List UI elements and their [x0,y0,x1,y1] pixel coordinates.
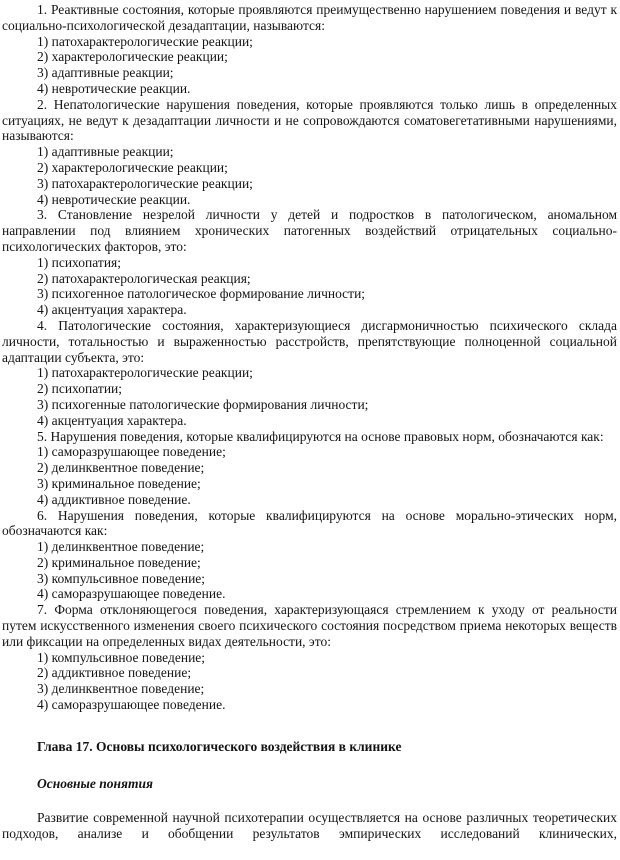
question-stem: 4. Патологические состояния, характеризующиеся дисгармоничностью психического склада личности, тотальностью и выраженностью расстройств, препятствующие полноценной социальной адаптации субъекта, это: [2,317,617,365]
question-stem: 2. Непатологические нарушения поведения, которые проявляются только лишь в определенных ситуациях, не ведут к дезадаптации личности и не сопровождаются соматовегетативными нарушениями, называются: [2,96,617,144]
answer-option: 2) делинквентное поведение; [37,460,205,476]
answer-option: 4) акцентуация характера. [37,412,187,428]
answer-option: 2) характерологические реакции; [37,49,228,65]
question-stem: 3. Становление незрелой личности у детей и подростков в патологическом, аномальном направлении под влиянием хронических патогенных воздействий отрицательных социально-психологических факторов, это: [2,207,617,254]
answer-option: 2) криминальное поведение; [37,554,201,570]
section-heading: Основные понятия [37,775,153,791]
answer-option: 2) аддиктивное поведение; [37,665,192,681]
answer-option: 3) психогенное патологическое формирование личности; [37,286,366,302]
answer-option: 1) компульсивное поведение; [37,649,206,665]
chapter-heading: Глава 17. Основы психологического воздействия в клинике [37,738,402,754]
answer-option: 3) компульсивное поведение; [37,570,206,586]
answer-option: 1) адаптивные реакции; [37,144,174,160]
answer-option: 2) психопатии; [37,381,123,397]
answer-option: 3) адаптивные реакции; [37,65,174,81]
answer-option: 3) психогенные патологические формирования личности; [37,396,369,412]
question-stem: 7. Форма отклоняющегося поведения, характеризующаяся стремлением к уходу от реальности путем искусственного изменения своего психического состояния посредством приема некоторых веществ или фиксации на определенных видах деятельности, это: [2,602,617,649]
answer-option: 4) невротические реакции. [37,191,191,207]
answer-option: 1) патохарактерологические реакции; [37,33,253,49]
question-stem: 1. Реактивные состояния, которые проявляются преимущественно нарушением поведения и ведут к социально-психологической дезадаптации, называются: [2,2,617,33]
quiz-question-list [2,2,617,713]
intro-paragraph: Развитие современной научной психотерапии осуществляется на основе различных теоретических подходов, анализе и обобщении результатов эмпирических исследований клинических, [2,810,617,842]
answer-option: 4) акцентуация характера. [37,302,187,318]
answer-option: 2) патохарактерологическая реакция; [37,270,251,286]
answer-option: 1) патохарактерологические реакции; [37,365,253,381]
answer-option: 4) саморазрушающее поведение. [37,586,226,602]
answer-option: 3) делинквентное поведение; [37,681,205,697]
answer-option: 1) психопатия; [37,254,121,270]
answer-option: 3) криминальное поведение; [37,475,201,491]
answer-option: 4) невротические реакции. [37,80,191,96]
answer-option: 2) характерологические реакции; [37,159,228,175]
answer-option: 4) аддиктивное поведение. [37,491,191,507]
question-stem: 5. Нарушения поведения, которые квалифицируются на основе правовых норм, обозначаются как: [37,428,604,444]
answer-option: 1) саморазрушающее поведение; [37,444,226,460]
answer-option: 3) патохарактерологические реакции; [37,175,253,191]
answer-option: 4) саморазрушающее поведение. [37,697,226,713]
question-stem: 6. Нарушения поведения, которые квалифицируются на основе морально-этических норм, обозначаются как: [2,507,617,539]
answer-option: 1) делинквентное поведение; [37,539,205,555]
